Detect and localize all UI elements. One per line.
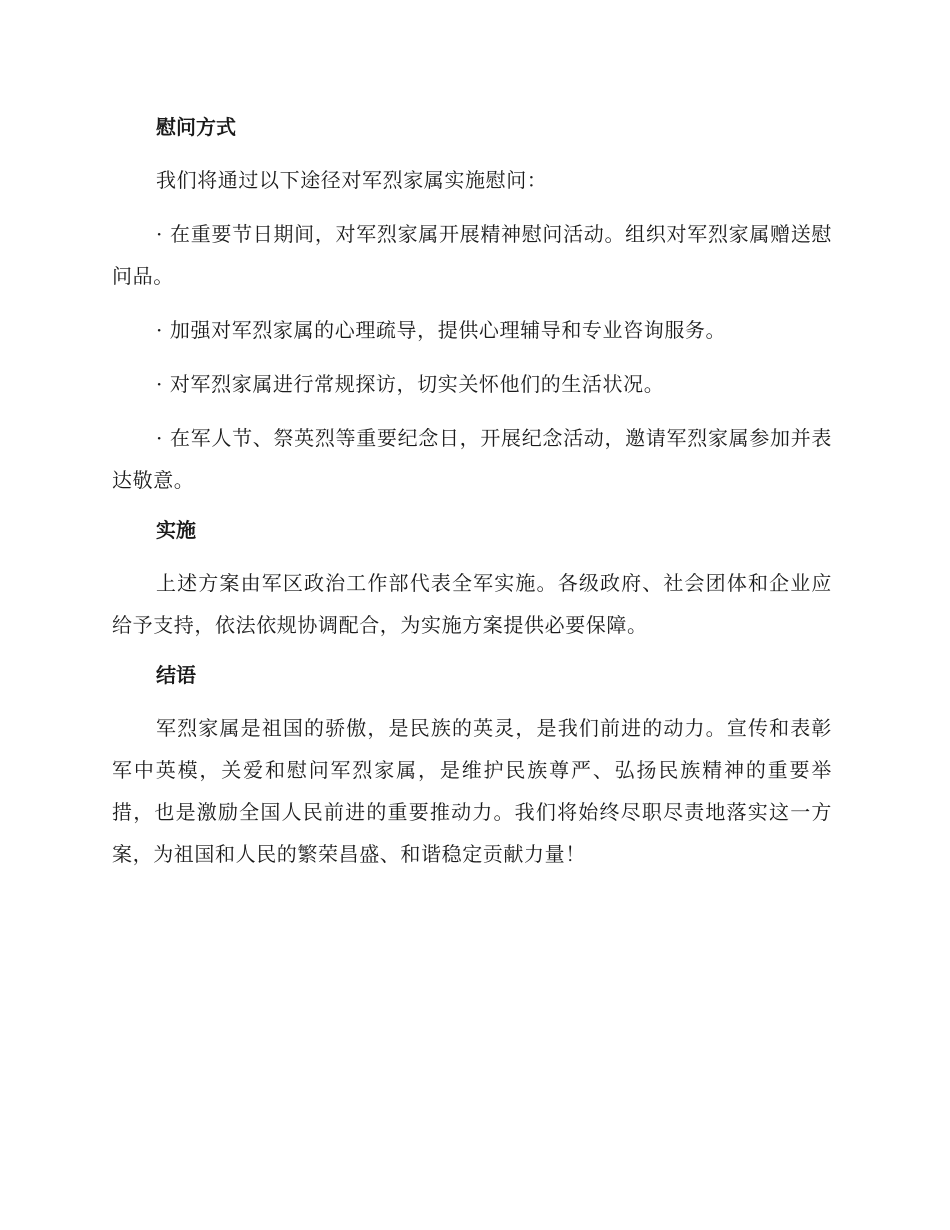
bullet-item: · 在重要节日期间，对军烈家属开展精神慰问活动。组织对军烈家属赠送慰问品。 bbox=[112, 222, 832, 288]
bullet-item: · 加强对军烈家属的心理疏导，提供心理辅导和专业咨询服务。 bbox=[156, 318, 727, 342]
section-implementation bbox=[112, 513, 832, 646]
intro-paragraph: 我们将通过以下途径对军烈家属实施慰问： bbox=[156, 168, 548, 192]
section-heading: 结语 bbox=[156, 663, 196, 687]
bullet-item: · 在军人节、祭英烈等重要纪念日，开展纪念活动，邀请军烈家属参加并表达敬意。 bbox=[112, 426, 832, 492]
section-heading: 实施 bbox=[156, 518, 196, 542]
document-page bbox=[112, 110, 832, 887]
bullet-item: · 对军烈家属进行常规探访，切实关怀他们的生活状况。 bbox=[156, 372, 665, 396]
section-heading: 慰问方式 bbox=[156, 115, 236, 139]
body-paragraph: 军烈家属是祖国的骄傲，是民族的英灵，是我们前进的动力。宣传和表彰军中英模，关爱和慰问军烈家属，是维护民族尊严、弘扬民族精神的重要举措，也是激励全国人民前进的重要推动力。我们将始终尽职尽责地落实这一方案，为祖国和人民的繁荣昌盛、和谐稳定贡献力量！ bbox=[112, 716, 832, 866]
section-comfort-methods bbox=[112, 110, 832, 501]
body-paragraph: 上述方案由军区政治工作部代表全军实施。各级政府、社会团体和企业应给予支持，依法依规协调配合，为实施方案提供必要保障。 bbox=[112, 571, 832, 637]
section-conclusion bbox=[112, 658, 832, 875]
